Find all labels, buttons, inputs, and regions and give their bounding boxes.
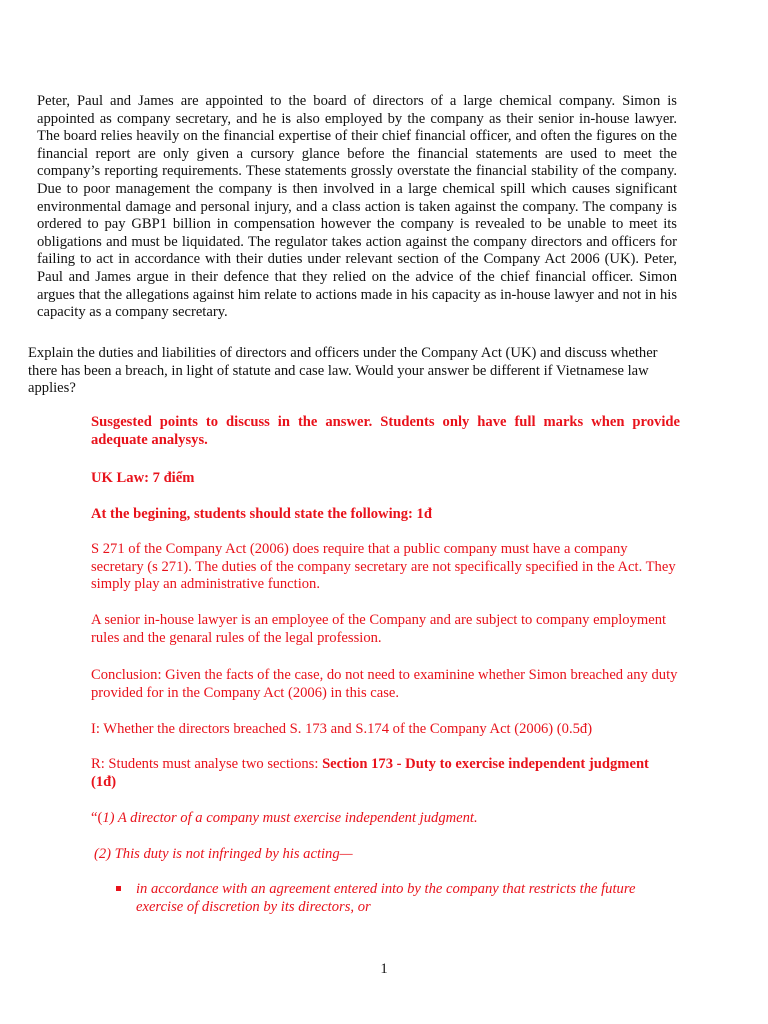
uk-law-heading: UK Law: 7 điểm [91,470,195,486]
quote-line-2: (2) This duty is not infringed by his acting— [94,846,353,862]
bullet-marker [116,886,121,891]
rule-section-173: Section 173 - Duty to exercise independent judgment [322,756,649,772]
conclusion-paragraph: Conclusion: Given the facts of the case, do not need to examinine whether Simon breached any duty provided for in the Company Act (2006) in this case. [91,667,678,701]
page-number: 1 [380,961,388,977]
rule-mark: (1đ) [91,773,117,790]
rule-paragraph [91,756,680,791]
quote-line-1 [91,810,680,828]
in-house-lawyer-paragraph: A senior in-house lawyer is an employee of the Company and are subject to company employment rules and the genaral rules of the legal profession. [91,612,667,646]
quote-text-1: 1) A director of a company must exercise independent judgment. [102,810,478,826]
beginning-heading: At the begining, students should state the following: 1đ [91,506,432,522]
question-paragraph: Explain the duties and liabilities of directors and officers under the Company Act (UK) and discuss whether there has been a breach, in light of statute and case law. Would your answer be different if Vietnamese law applies? [28,345,658,397]
issue-paragraph: I: Whether the directors breached S. 173 and S.174 of the Company Act (2006) (0.5đ) [91,721,593,737]
rule-prefix: R: Students must analyse two sections: [91,756,323,772]
quote-open: “( [91,810,103,826]
bullet-item-1: in accordance with an agreement entered into by the company that restricts the future exercise of discretion by its directors, or [136,881,636,915]
s271-paragraph: S 271 of the Company Act (2006) does require that a public company must have a company secretary (s 271). The duties of the company secretary are not specifically specified in the Act. They simply play an administrative function. [91,541,676,593]
facts-paragraph: Peter, Paul and James are appointed to the board of directors of a large chemical company. Simon is appointed as company secretary, and he is also employed by the company as their senior in-house lawyer. The board relies heavily on the financial expertise of their chief financial officer, and often the figures on the financial report are only given a cursory glance before the financial statements are used to meet the company’s reporting requirements. These statements grossly overstate the financial stability of the company. Due to poor management the company is then involved in a large chemical spill which causes significant environmental damage and personal injury, and a class action is taken against the company. The company is ordered to pay GBP1 billion in compensation however the company is revealed to be unable to meet its obligations and must be liquidated. The regulator takes action against the company directors and officers for failing to act in accordance with their duties under relevant section of the Company Act 2006 (UK). Peter, Paul and James argue in their defence that they relied on the advice of the chief financial officer. Simon argues that the allegations against him relate to actions made in his capacity as in-house lawyer and not in his capacity as a company secretary. [37,93,677,321]
suggested-points-heading: Susgested points to discuss in the answer. Students only have full marks when provide adequate analysys. [91,414,680,448]
